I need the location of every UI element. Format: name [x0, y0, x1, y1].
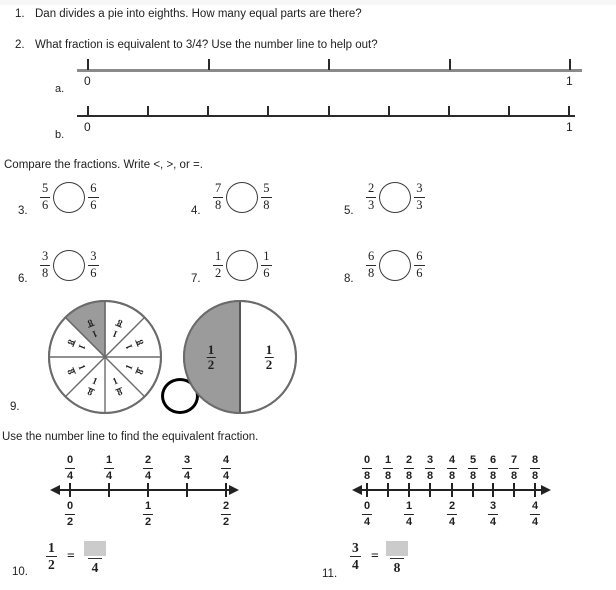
fraction-left: $\frac{3}{8}$ [42, 249, 49, 280]
tick [147, 483, 149, 497]
compare-item-7 [191, 249, 272, 285]
tick [328, 106, 330, 116]
number-line-a-one: 1 [566, 74, 573, 88]
fraction-right: $\frac{1}{6}$ [263, 249, 270, 280]
slice-label: 1 8 [123, 362, 146, 376]
q10-answer-fraction: 4 [84, 541, 106, 575]
question-1-number: 1. [15, 8, 25, 20]
tick [388, 106, 390, 116]
eighths-pie [48, 300, 162, 414]
q10-fraction: $\frac{1}{2}$ [48, 540, 55, 573]
page-top-band [0, 0, 616, 5]
arrow-right-icon [541, 485, 551, 495]
answer-circle[interactable] [226, 182, 258, 213]
tick [451, 483, 453, 497]
compare-item-5-number: 5. [344, 205, 354, 217]
nl11-top-label: $\frac{1}{8}$ [384, 454, 392, 482]
answer-box[interactable] [386, 541, 408, 556]
tick [472, 483, 474, 497]
arrow-right-icon [229, 485, 239, 495]
fraction-right: $\frac{6}{6}$ [416, 249, 423, 280]
fraction-left: $\frac{1}{2}$ [215, 249, 222, 280]
nl11-top-label: $\frac{7}{8}$ [510, 454, 518, 482]
tick [186, 483, 188, 497]
question-1-text: Dan divides a pie into eighths. How many equal parts are there? [35, 8, 362, 20]
compare-item-4-number: 4. [191, 205, 201, 217]
tick [208, 59, 210, 70]
tick [569, 59, 571, 70]
tick [147, 106, 149, 116]
tick [449, 59, 451, 70]
tick [492, 483, 494, 497]
tick [513, 483, 515, 497]
nl11-top-label: $\frac{5}{8}$ [469, 454, 477, 482]
question-2 [15, 39, 378, 51]
nl11-top-label: $\frac{4}{8}$ [448, 454, 456, 482]
equals-sign: = [67, 548, 75, 563]
slice-label: $\frac{1}{8}$ [86, 375, 99, 398]
nl11-top-label: $\frac{0}{8}$ [363, 454, 371, 482]
fraction-right: $\frac{3}{6}$ [90, 249, 97, 280]
nl11-bottom-label: $\frac{1}{4}$ [405, 500, 413, 528]
answer-circle[interactable] [379, 182, 411, 213]
nl10-top-label: $\frac{1}{4}$ [105, 454, 113, 482]
compare-item-4 [191, 181, 272, 217]
half-label-left: $\frac{1}{2}$ [207, 342, 215, 372]
question-2-number: 2. [15, 39, 25, 51]
question-9-number: 9. [10, 401, 20, 413]
q11-answer-fraction: 8 [386, 541, 408, 575]
question-1 [15, 8, 362, 20]
answer-circle[interactable] [379, 250, 411, 281]
compare-item-7-number: 7. [191, 273, 201, 285]
equiv-heading: Use the number line to find the equivalent fraction. [2, 431, 259, 443]
nl11-top-label: $\frac{8}{8}$ [531, 454, 539, 482]
answer-box[interactable] [84, 541, 106, 556]
tick [508, 106, 510, 116]
slice-label: 1 8 [64, 338, 87, 351]
number-line-a-zero: 0 [84, 74, 91, 88]
fraction-left: $\frac{7}{8}$ [215, 181, 222, 212]
nl11-top-label: $\frac{6}{8}$ [489, 454, 497, 482]
tick [328, 59, 330, 70]
nl10-top-label: $\frac{0}{4}$ [66, 454, 74, 482]
nl11-bottom-label: $\frac{3}{4}$ [489, 500, 497, 528]
number-line-a-label: a. [55, 83, 65, 95]
slice-label: 1 8 [123, 338, 146, 351]
tick [87, 106, 89, 116]
tick [207, 106, 209, 116]
tick [225, 483, 227, 497]
tick [87, 59, 89, 70]
tick [568, 106, 570, 116]
halves-pie [183, 300, 297, 414]
tick [534, 483, 536, 497]
answer-circle[interactable] [53, 250, 85, 281]
answer-circle[interactable] [226, 250, 258, 281]
q11-fraction: $\frac{3}{4}$ [352, 540, 359, 573]
fraction-right: $\frac{3}{3}$ [416, 181, 423, 212]
half-label-right: $\frac{1}{2}$ [265, 342, 273, 372]
nl10-top-label: $\frac{4}{4}$ [222, 454, 230, 482]
compare-item-3-number: 3. [18, 205, 28, 217]
fraction-left: $\frac{2}{3}$ [368, 181, 375, 212]
fraction-right: $\frac{6}{6}$ [90, 181, 97, 212]
fraction-left: $\frac{5}{6}$ [42, 181, 49, 212]
compare-item-8 [344, 249, 425, 285]
slice-label: 1 8 [86, 316, 99, 339]
nl10-bottom-label: $\frac{2}{2}$ [222, 500, 230, 528]
slice-label: 1 8 [64, 362, 87, 376]
number-line-b-zero: 0 [84, 120, 91, 134]
compare-heading: Compare the fractions. Write <, >, or =. [4, 159, 203, 171]
nl10-bottom-label: $\frac{0}{2}$ [66, 500, 74, 528]
equals-sign: = [371, 548, 379, 563]
compare-item-6 [18, 249, 99, 285]
tick [69, 483, 71, 497]
halves-pie-graphic [183, 300, 297, 414]
nl11-bottom-label: $\frac{4}{4}$ [531, 500, 539, 528]
eighths-pie-graphic [48, 300, 162, 414]
tick [429, 483, 431, 497]
nl11-bottom-label: $\frac{2}{4}$ [448, 500, 456, 528]
tick [267, 106, 269, 116]
fraction-left: $\frac{6}{8}$ [368, 249, 375, 280]
tick [448, 106, 450, 116]
compare-item-5 [344, 181, 425, 217]
nl10-bottom-label: $\frac{1}{2}$ [144, 500, 152, 528]
tick [387, 483, 389, 497]
question-10-number: 10. [12, 566, 28, 578]
nl10-top-label: $\frac{3}{4}$ [183, 454, 191, 482]
nl10-top-label: $\frac{2}{4}$ [144, 454, 152, 482]
nl10-rule [58, 489, 231, 491]
answer-circle[interactable] [53, 182, 85, 213]
number-line-b-one: 1 [566, 120, 573, 134]
compare-item-8-number: 8. [344, 273, 354, 285]
question-11-number: 11. [322, 568, 338, 580]
compare-item-3 [18, 181, 99, 217]
fraction-right: $\frac{5}{8}$ [263, 181, 270, 212]
tick [108, 483, 110, 497]
nl11-top-label: $\frac{3}{8}$ [426, 454, 434, 482]
number-line-b-rule [77, 115, 575, 117]
slice-label: 1 8 [110, 316, 124, 339]
compare-item-6-number: 6. [18, 273, 28, 285]
tick [408, 483, 410, 497]
slice-label: $\frac{1}{8}$ [110, 375, 124, 398]
nl11-bottom-label: $\frac{0}{4}$ [363, 500, 371, 528]
number-line-b-label: b. [55, 129, 65, 141]
nl11-top-label: $\frac{2}{8}$ [405, 454, 413, 482]
question-2-text: What fraction is equivalent to 3/4? Use the number line to help out? [35, 39, 378, 51]
tick [366, 483, 368, 497]
